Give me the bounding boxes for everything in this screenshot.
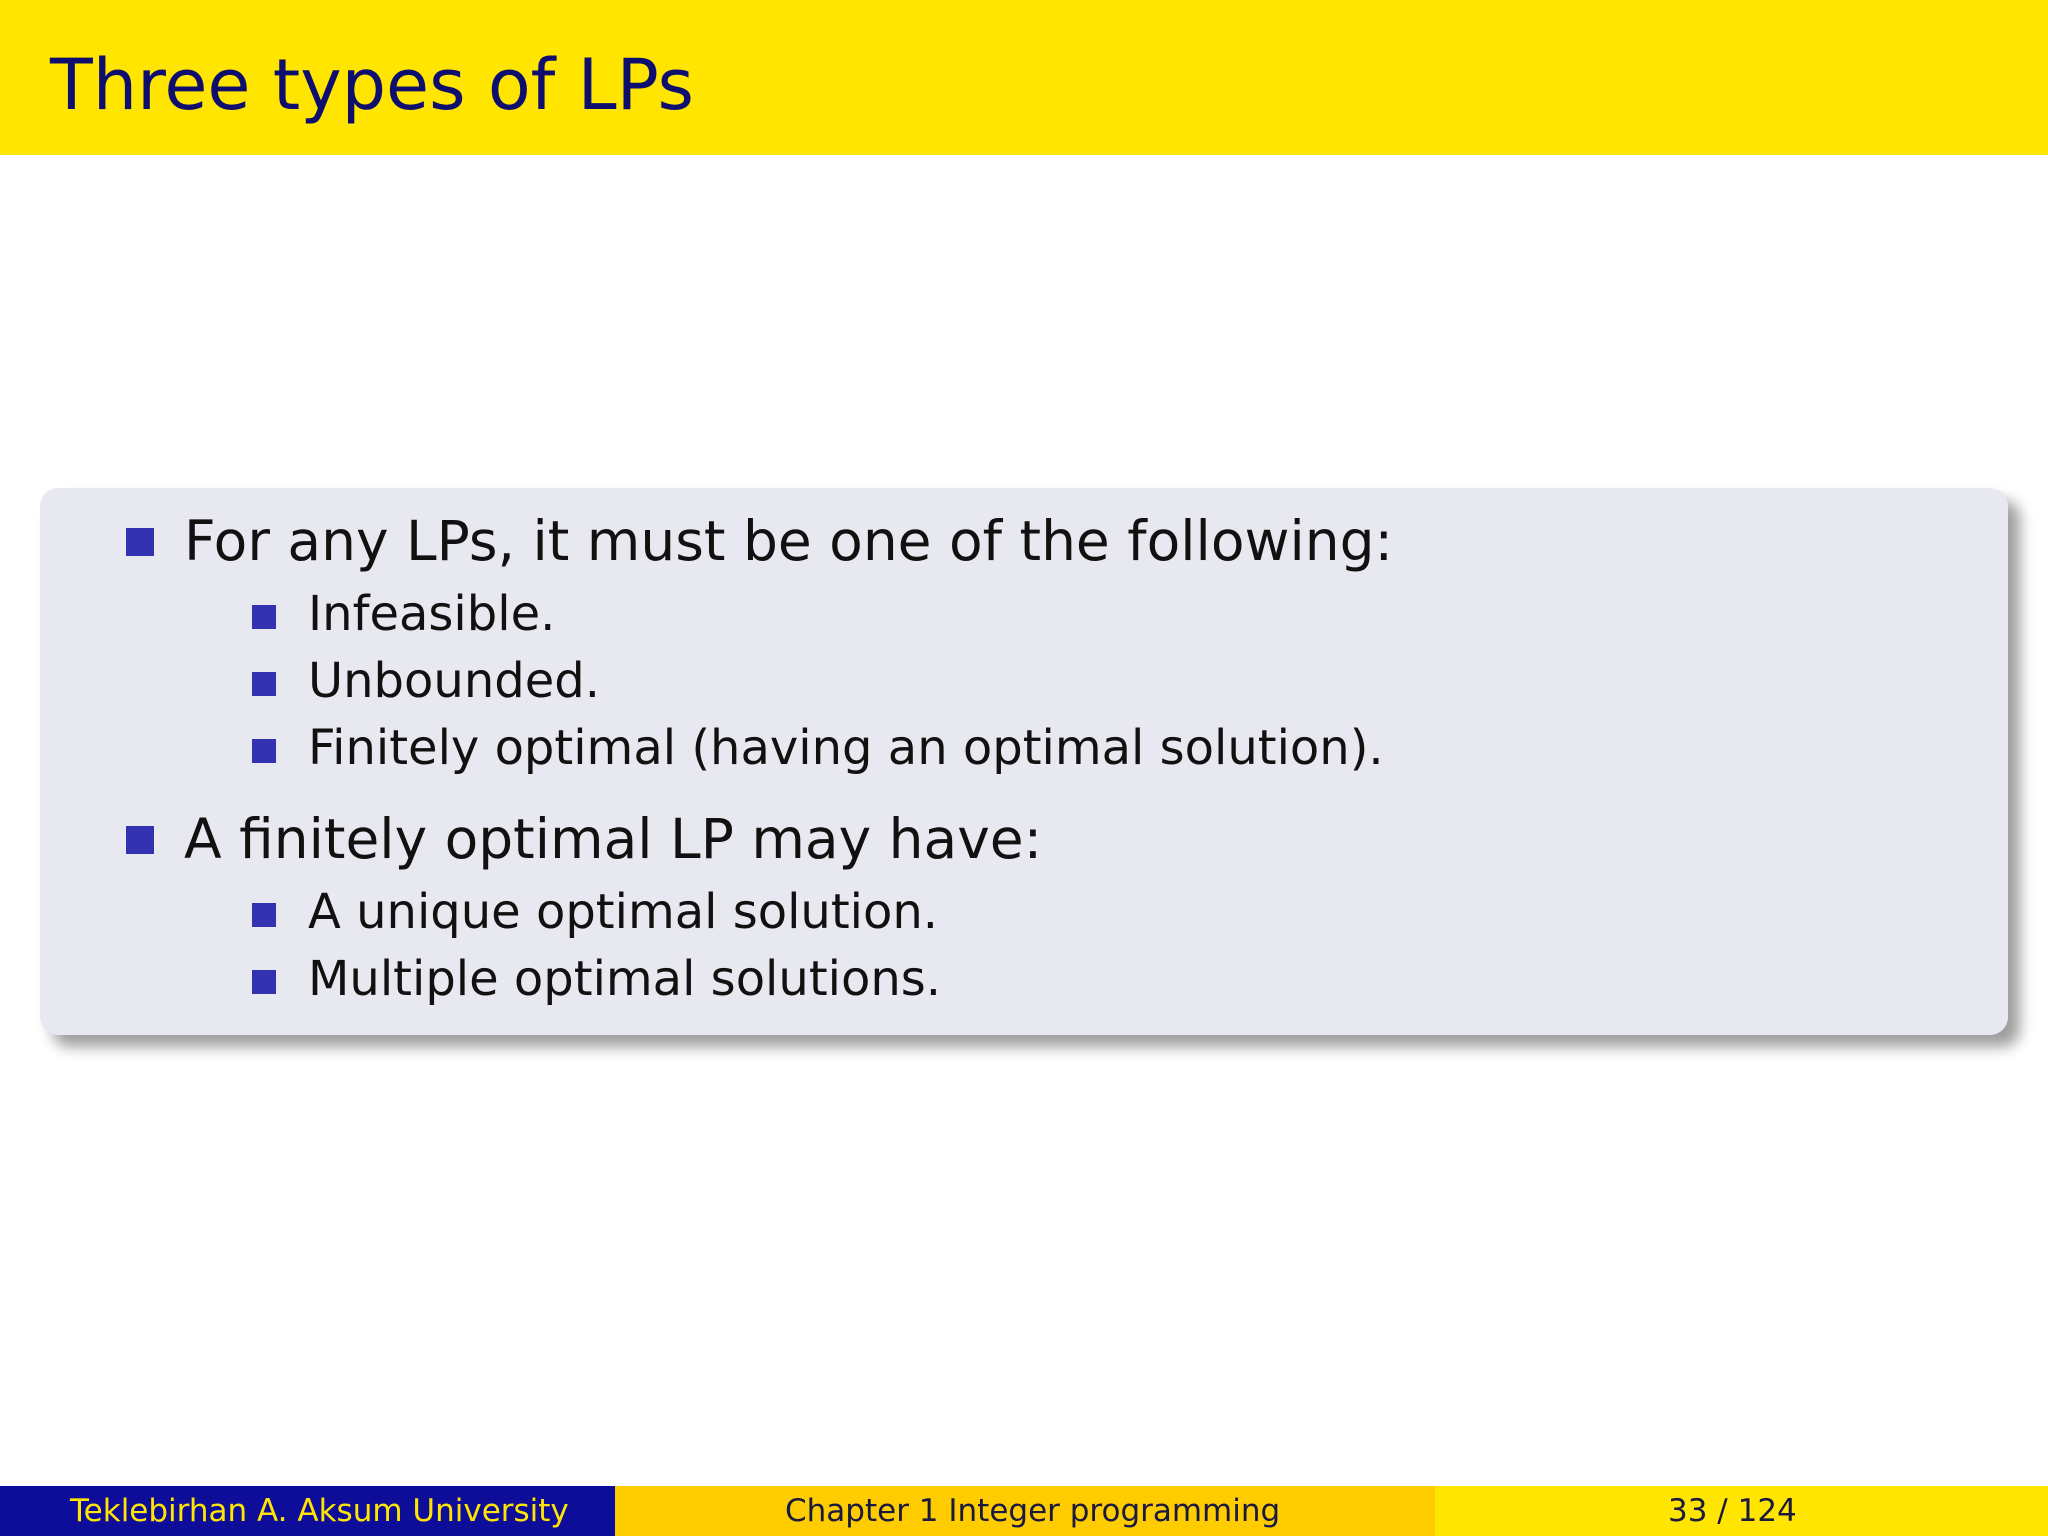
sublist-item-text: Unbounded. [308, 653, 600, 709]
footer-chapter-text: Chapter 1 Integer programming [785, 1493, 1281, 1529]
footer-chapter [615, 1486, 1435, 1536]
footer [0, 1486, 2048, 1536]
footer-page-text: 33 / 124 [1668, 1493, 1797, 1529]
list-item-text: A finitely optimal LP may have: [184, 807, 1043, 871]
list-item-text: For any LPs, it must be one of the following: [184, 509, 1394, 573]
square-bullet-icon [252, 903, 276, 927]
sublist-item-text: Multiple optimal solutions. [308, 951, 942, 1007]
footer-page-number [1435, 1486, 2048, 1536]
square-bullet-icon [126, 826, 154, 854]
sublist-item-text: Finitely optimal (having an optimal solution). [308, 720, 1384, 776]
square-bullet-icon [252, 605, 276, 629]
footer-author [0, 1486, 615, 1536]
sublist-item-text: A unique optimal solution. [308, 884, 939, 940]
square-bullet-icon [252, 970, 276, 994]
sublist-item-text: Infeasible. [308, 586, 556, 642]
title-bar [0, 0, 2048, 155]
slide-title: Three types of LPs [50, 44, 695, 126]
square-bullet-icon [252, 739, 276, 763]
content-block [40, 488, 2008, 1035]
square-bullet-icon [252, 672, 276, 696]
square-bullet-icon [126, 528, 154, 556]
footer-author-text: Teklebirhan A. Aksum University [70, 1493, 569, 1529]
